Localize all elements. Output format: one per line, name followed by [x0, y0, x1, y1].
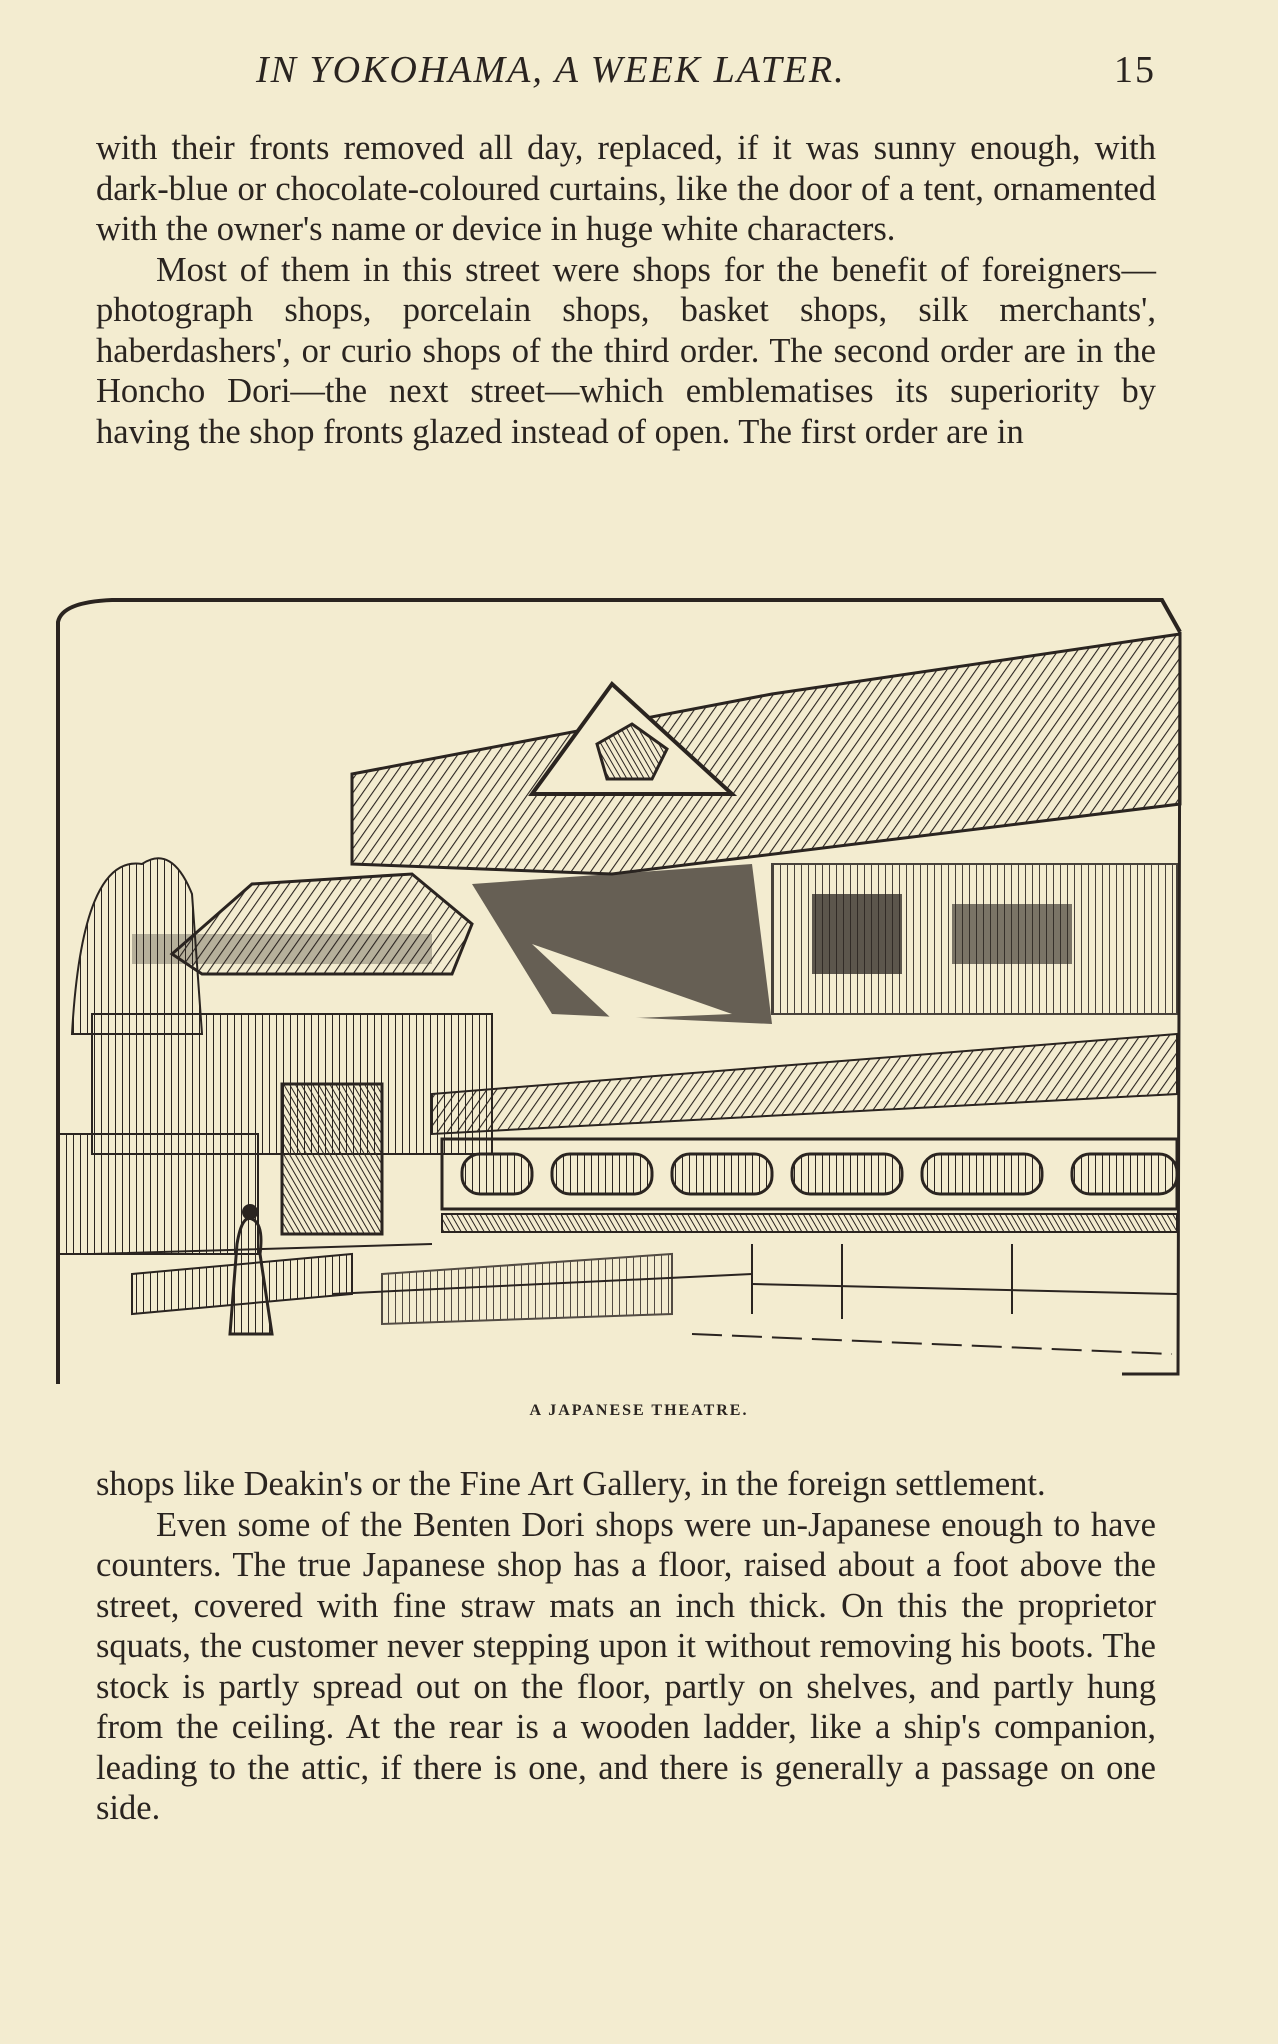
paragraph-continued: shops like Deakin's or the Fine Art Gallery, in the foreign settlement. [96, 1465, 1046, 1503]
paragraph-top: with their fronts removed all day, replaced, if it was sunny enough, with dark-blue or chocolate-coloured curtains, like the door of a tent, ornamented with the owner's name or device in huge white characters. [96, 129, 1156, 248]
illustration-japanese-theatre [52, 594, 1182, 1394]
running-head [96, 48, 1156, 98]
body-text-top [96, 128, 1156, 452]
body-text-bottom [96, 1464, 1156, 1829]
figure-caption: A JAPANESE THEATRE. [529, 1402, 749, 1419]
paragraph-benten: Even some of the Benten Dori shops were un-Japanese enough to have counters. The true Japanese shop has a floor, raised about a foot above the street, covered with fine straw mats an inch thick. On this the proprietor squats, the customer never stepping upon it without removing his boots. The stock is partly spread out on the floor, partly on shelves, and partly hung from the ceiling. At the rear is a wooden ladder, like a ship's companion, leading to the attic, if there is one, and there is generally a passage on one side. [96, 1505, 1156, 1827]
paragraph-shops: Most of them in this street were shops for the benefit of foreigners—photograph shops, porcelain shops, basket shops, silk merchants', haberdashers', or curio shops of the third order. The second order are in the Honcho Dori—the next street—which emblematises its superiority by having the shop fronts glazed instead of open. The first order are in [96, 250, 1156, 451]
chapter-title: IN YOKOHAMA, A WEEK LATER. [256, 49, 846, 91]
page-number: 15 [1114, 49, 1156, 91]
theatre-engraving [52, 594, 1182, 1394]
